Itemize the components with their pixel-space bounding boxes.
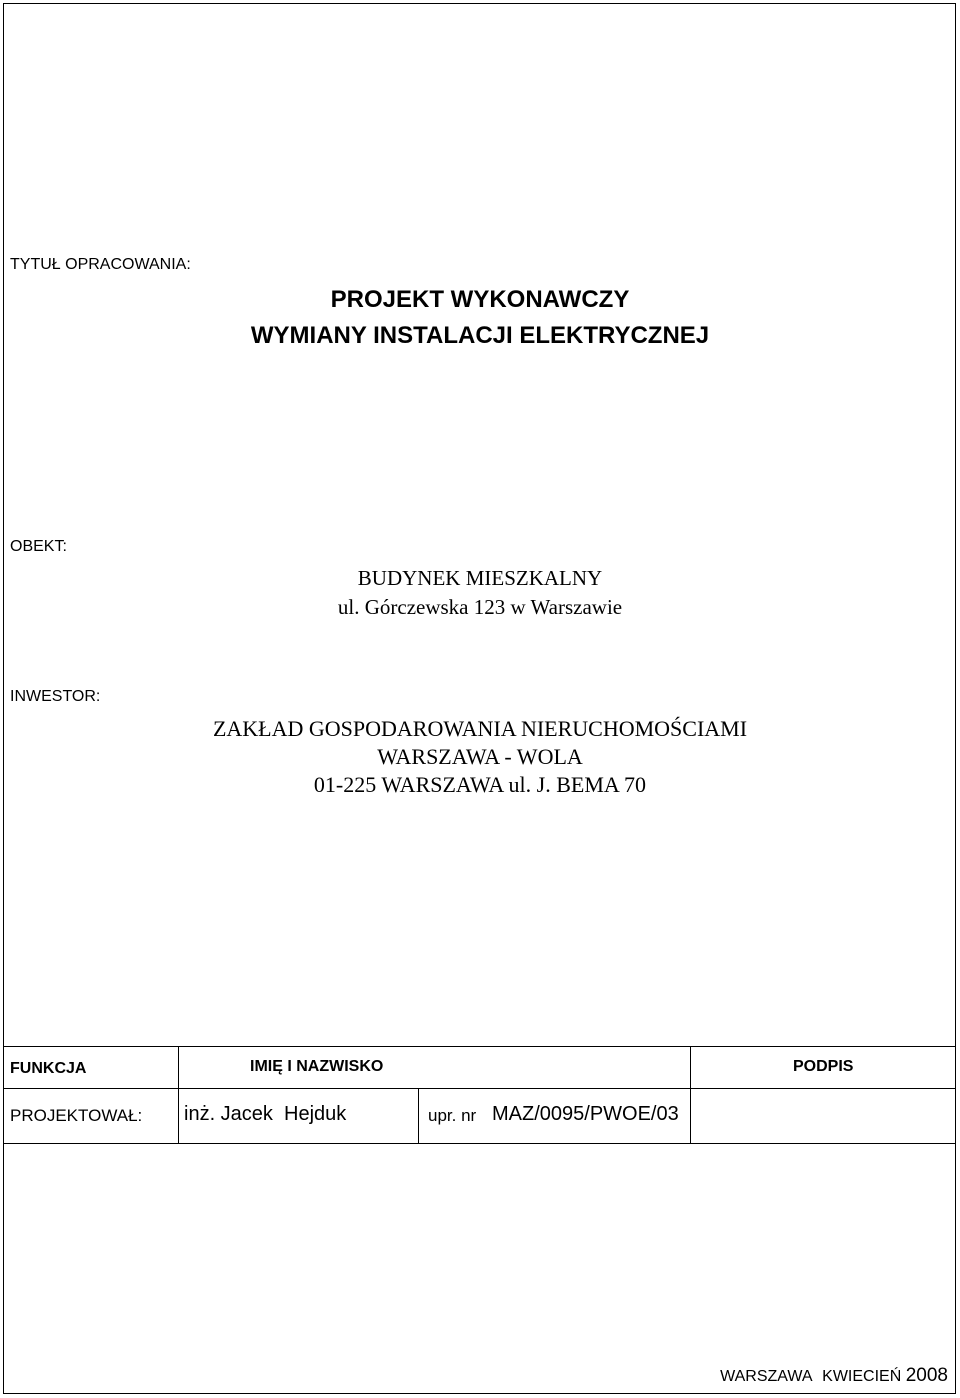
footer-month: KWIECIEŃ: [822, 1368, 902, 1385]
investor-line-2: WARSZAWA - WOLA: [377, 744, 583, 769]
table-cell-license-prefix: upr. nr: [428, 1106, 477, 1125]
table-header-divider: [3, 1088, 956, 1089]
title-line-2: WYMIANY INSTALACJI ELEKTRYCZNEJ: [250, 322, 710, 349]
investor-line-1: ZAKŁAD GOSPODAROWANIA NIERUCHOMOŚCIAMI: [212, 716, 748, 741]
table-cell-function: PROJEKTOWAŁ:: [10, 1106, 143, 1125]
table-cell-license-number: MAZ/0095/PWOE/03: [492, 1103, 679, 1125]
table-col-divider-2: [690, 1046, 691, 1144]
investor-label: INWESTOR:: [10, 688, 101, 705]
table-top-border: [3, 1046, 956, 1047]
title-label: TYTUŁ OPRACOWANIA:: [10, 256, 191, 273]
table-header-signature: PODPIS: [793, 1058, 854, 1075]
footer-place: WARSZAWA: [720, 1368, 812, 1385]
investor-line-3: 01-225 WARSZAWA ul. J. BEMA 70: [313, 772, 647, 797]
object-label: OBEKT:: [10, 538, 67, 555]
page-border: [3, 3, 956, 1394]
table-cell-name: inż. Jacek Hejduk: [184, 1103, 347, 1125]
object-line-1: BUDYNEK MIESZKALNY: [357, 566, 603, 590]
object-line-2: ul. Górczewska 123 w Warszawie: [337, 595, 623, 619]
footer-date: [720, 1365, 948, 1387]
table-bottom-border: [3, 1143, 956, 1144]
table-header-function: FUNKCJA: [10, 1060, 87, 1077]
title-line-1: PROJEKT WYKONAWCZY: [330, 286, 630, 313]
footer-year: 2008: [905, 1365, 948, 1386]
table-col-divider-license: [418, 1088, 419, 1144]
table-header-name: IMIĘ I NAZWISKO: [250, 1058, 384, 1075]
table-col-divider-1: [178, 1046, 179, 1144]
